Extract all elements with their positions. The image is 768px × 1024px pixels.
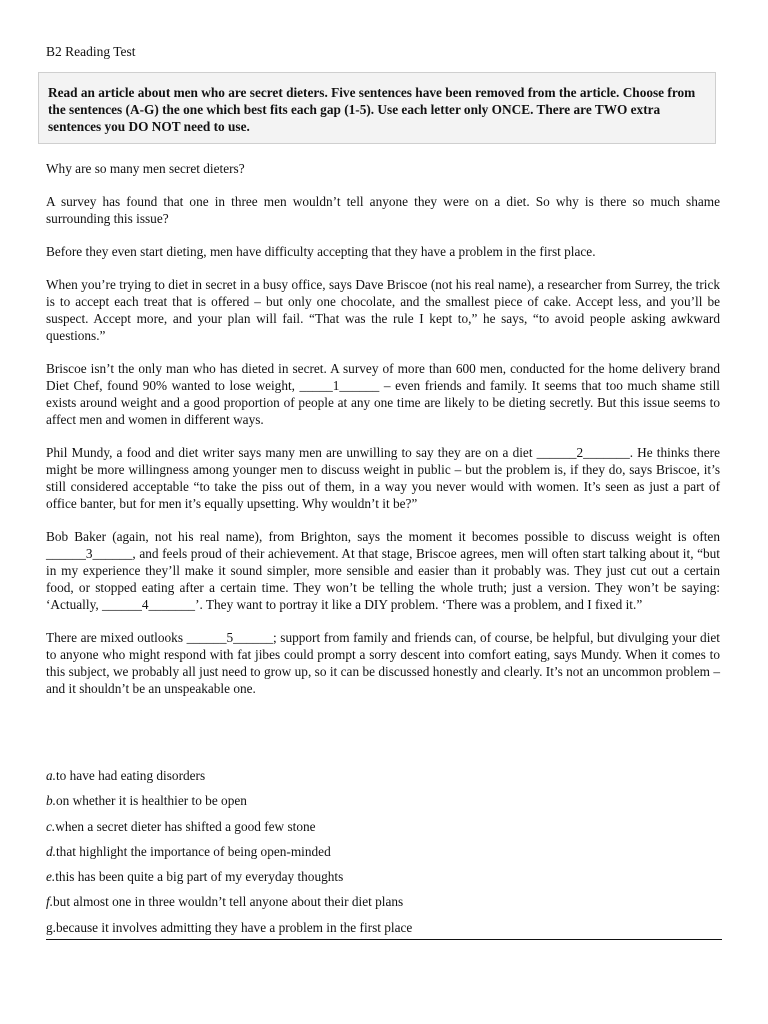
option-c xyxy=(46,817,722,842)
article-paragraph: Before they even start dieting, men have difficulty accepting that they have a problem in the first place. xyxy=(46,244,596,259)
article-paragraph: Briscoe isn’t the only man who has dieted in secret. A survey of more than 600 men, conducted for the home delivery brand Diet Chef, found 90% wanted to lose weight, _____1______ – even friends and family. It seems that too much shame still exists around weight and a good proportion of people at any one time are likely to be dieting secretly. But this issue seems to affect men and women in different ways. xyxy=(46,361,720,427)
option-f xyxy=(46,892,722,917)
article-paragraph: Bob Baker (again, not his real name), from Brighton, says the moment it becomes possible to discuss weight is often ______3______, and feels proud of their achievement. At that stage, Briscoe agrees, men will often start talking about it, “but in my experience they’ll make it sound simpler, more sensible and easier than it probably was. They just cut out a certain food, or stopped eating after a certain time. They won’t be telling the whole truth; just a version. They won’t be saying: ‘Actually, ______4_______’. They want to portray it like a DIY problem. ‘There was a problem, and I fixed it.” xyxy=(46,529,720,612)
article-paragraph: Phil Mundy, a food and diet writer says many men are unwilling to say they are on a diet ______2_______. He thinks there might be more willingness among younger men to discuss weight in public – but the problem is, if they do, says Briscoe, it’s still considered acceptable “to take the piss out of them, in a way you never would with women. It’s seen as just a part of office banter, but for men it’s equally upsetting. Why wouldn’t it be?” xyxy=(46,445,720,511)
option-text: this has been quite a big part of my everyday thoughts xyxy=(55,869,344,885)
option-text: when a secret dieter has shifted a good few stone xyxy=(55,818,316,834)
option-letter: b. xyxy=(46,793,56,809)
option-b xyxy=(46,791,722,816)
option-letter: f. xyxy=(46,894,54,910)
option-letter: c. xyxy=(46,818,56,834)
instructions-box: Read an article about men who are secret dieters. Five sentences have been removed from the article. Choose from the sentences (A-G) the one which best fits each gap (1-5). Use each letter only ONCE. There are TWO extra sentences you DO NOT need to use. xyxy=(38,72,716,144)
option-text: but almost one in three wouldn’t tell anyone about their diet plans xyxy=(53,894,404,910)
option-letter: a. xyxy=(46,768,56,783)
article-paragraph: There are mixed outlooks ______5______; support from family and friends can, of course, be helpful, but divulging your diet to anyone who might respond with fat jibes could prompt a sorry descent into comfort eating, says Mundy. When it comes to this subject, we probably all just need to grow up, so it can be discussed honestly and clearly. It’s not an uncommon problem – and it shouldn’t be an unspeakable one. xyxy=(46,630,720,696)
option-a xyxy=(46,766,722,791)
option-letter: d. xyxy=(46,843,56,859)
page-title: B2 Reading Test xyxy=(46,44,136,59)
option-text: on whether it is healthier to be open xyxy=(55,793,247,809)
article-heading: Why are so many men secret dieters? xyxy=(46,161,245,176)
option-letter: g. xyxy=(46,919,56,935)
option-letter: e. xyxy=(46,869,56,885)
article-paragraph: A survey has found that one in three men wouldn’t tell anyone they were on a diet. So why is there so much shame surrounding this issue? xyxy=(46,194,720,226)
option-e xyxy=(46,867,722,892)
option-text: to have had eating disorders xyxy=(55,768,206,783)
article-paragraph: When you’re trying to diet in secret in a busy office, says Dave Briscoe (not his real name), a researcher from Surrey, the trick is to accept each treat that is offered – but only one chocolate, and the smallest piece of cake. Accept less, and you’ll be suspect. Accept more, and your plan will fail. “That was the rule I kept to,” he says, “to avoid people asking awkward questions.” xyxy=(46,277,720,343)
option-text: that highlight the importance of being open-minded xyxy=(55,843,331,859)
answer-options xyxy=(46,766,722,940)
option-text: because it involves admitting they have a problem in the first place xyxy=(55,919,413,935)
option-d xyxy=(46,842,722,867)
option-g xyxy=(46,918,722,940)
article-body xyxy=(46,160,720,713)
